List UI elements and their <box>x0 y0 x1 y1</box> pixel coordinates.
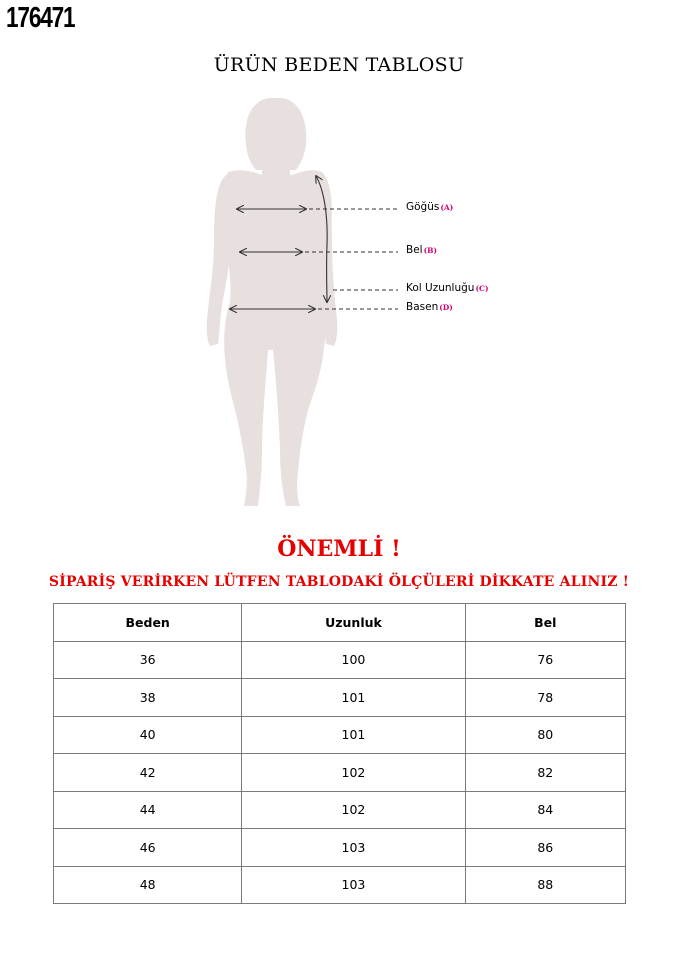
size-cell: 42 <box>54 754 242 792</box>
warning-text: SİPARİŞ VERİRKEN LÜTFEN TABLODAKİ ÖLÇÜLERİ DİKKATE ALINIZ ! <box>48 574 630 590</box>
waist-label: Bel(B) <box>406 244 438 256</box>
sleeve-length-label: Kol Uzunluğu(C) <box>406 282 489 294</box>
table-row <box>54 791 626 829</box>
table-row <box>54 754 626 792</box>
waist-cell: 80 <box>465 716 625 754</box>
length-cell: 100 <box>242 641 465 679</box>
length-cell: 101 <box>242 679 465 717</box>
table-row <box>54 679 626 717</box>
page-title: ÜRÜN BEDEN TABLOSU <box>213 54 465 76</box>
waist-cell: 82 <box>465 754 625 792</box>
length-cell: 101 <box>242 716 465 754</box>
table-header-row <box>54 604 626 642</box>
size-cell: 48 <box>54 866 242 904</box>
length-cell: 102 <box>242 754 465 792</box>
size-table <box>53 603 626 904</box>
length-cell: 102 <box>242 791 465 829</box>
table-row <box>54 641 626 679</box>
waist-cell: 76 <box>465 641 625 679</box>
important-heading: ÖNEMLİ ! <box>277 536 401 562</box>
size-cell: 44 <box>54 791 242 829</box>
waist-cell: 86 <box>465 829 625 867</box>
waist-cell: 88 <box>465 866 625 904</box>
body-silhouette <box>207 98 338 506</box>
waist-cell: 84 <box>465 791 625 829</box>
hip-label: Basen(D) <box>406 301 453 313</box>
column-header-size: Beden <box>54 604 242 642</box>
column-header-length: Uzunluk <box>242 604 465 642</box>
size-cell: 40 <box>54 716 242 754</box>
length-cell: 103 <box>242 829 465 867</box>
size-cell: 36 <box>54 641 242 679</box>
waist-cell: 78 <box>465 679 625 717</box>
table-row <box>54 716 626 754</box>
length-cell: 103 <box>242 866 465 904</box>
bust-label: Göğüs(A) <box>406 201 454 213</box>
column-header-waist: Bel <box>465 604 625 642</box>
table-row <box>54 866 626 904</box>
table-row <box>54 829 626 867</box>
product-code: 176471 <box>6 2 75 34</box>
size-cell: 46 <box>54 829 242 867</box>
size-cell: 38 <box>54 679 242 717</box>
